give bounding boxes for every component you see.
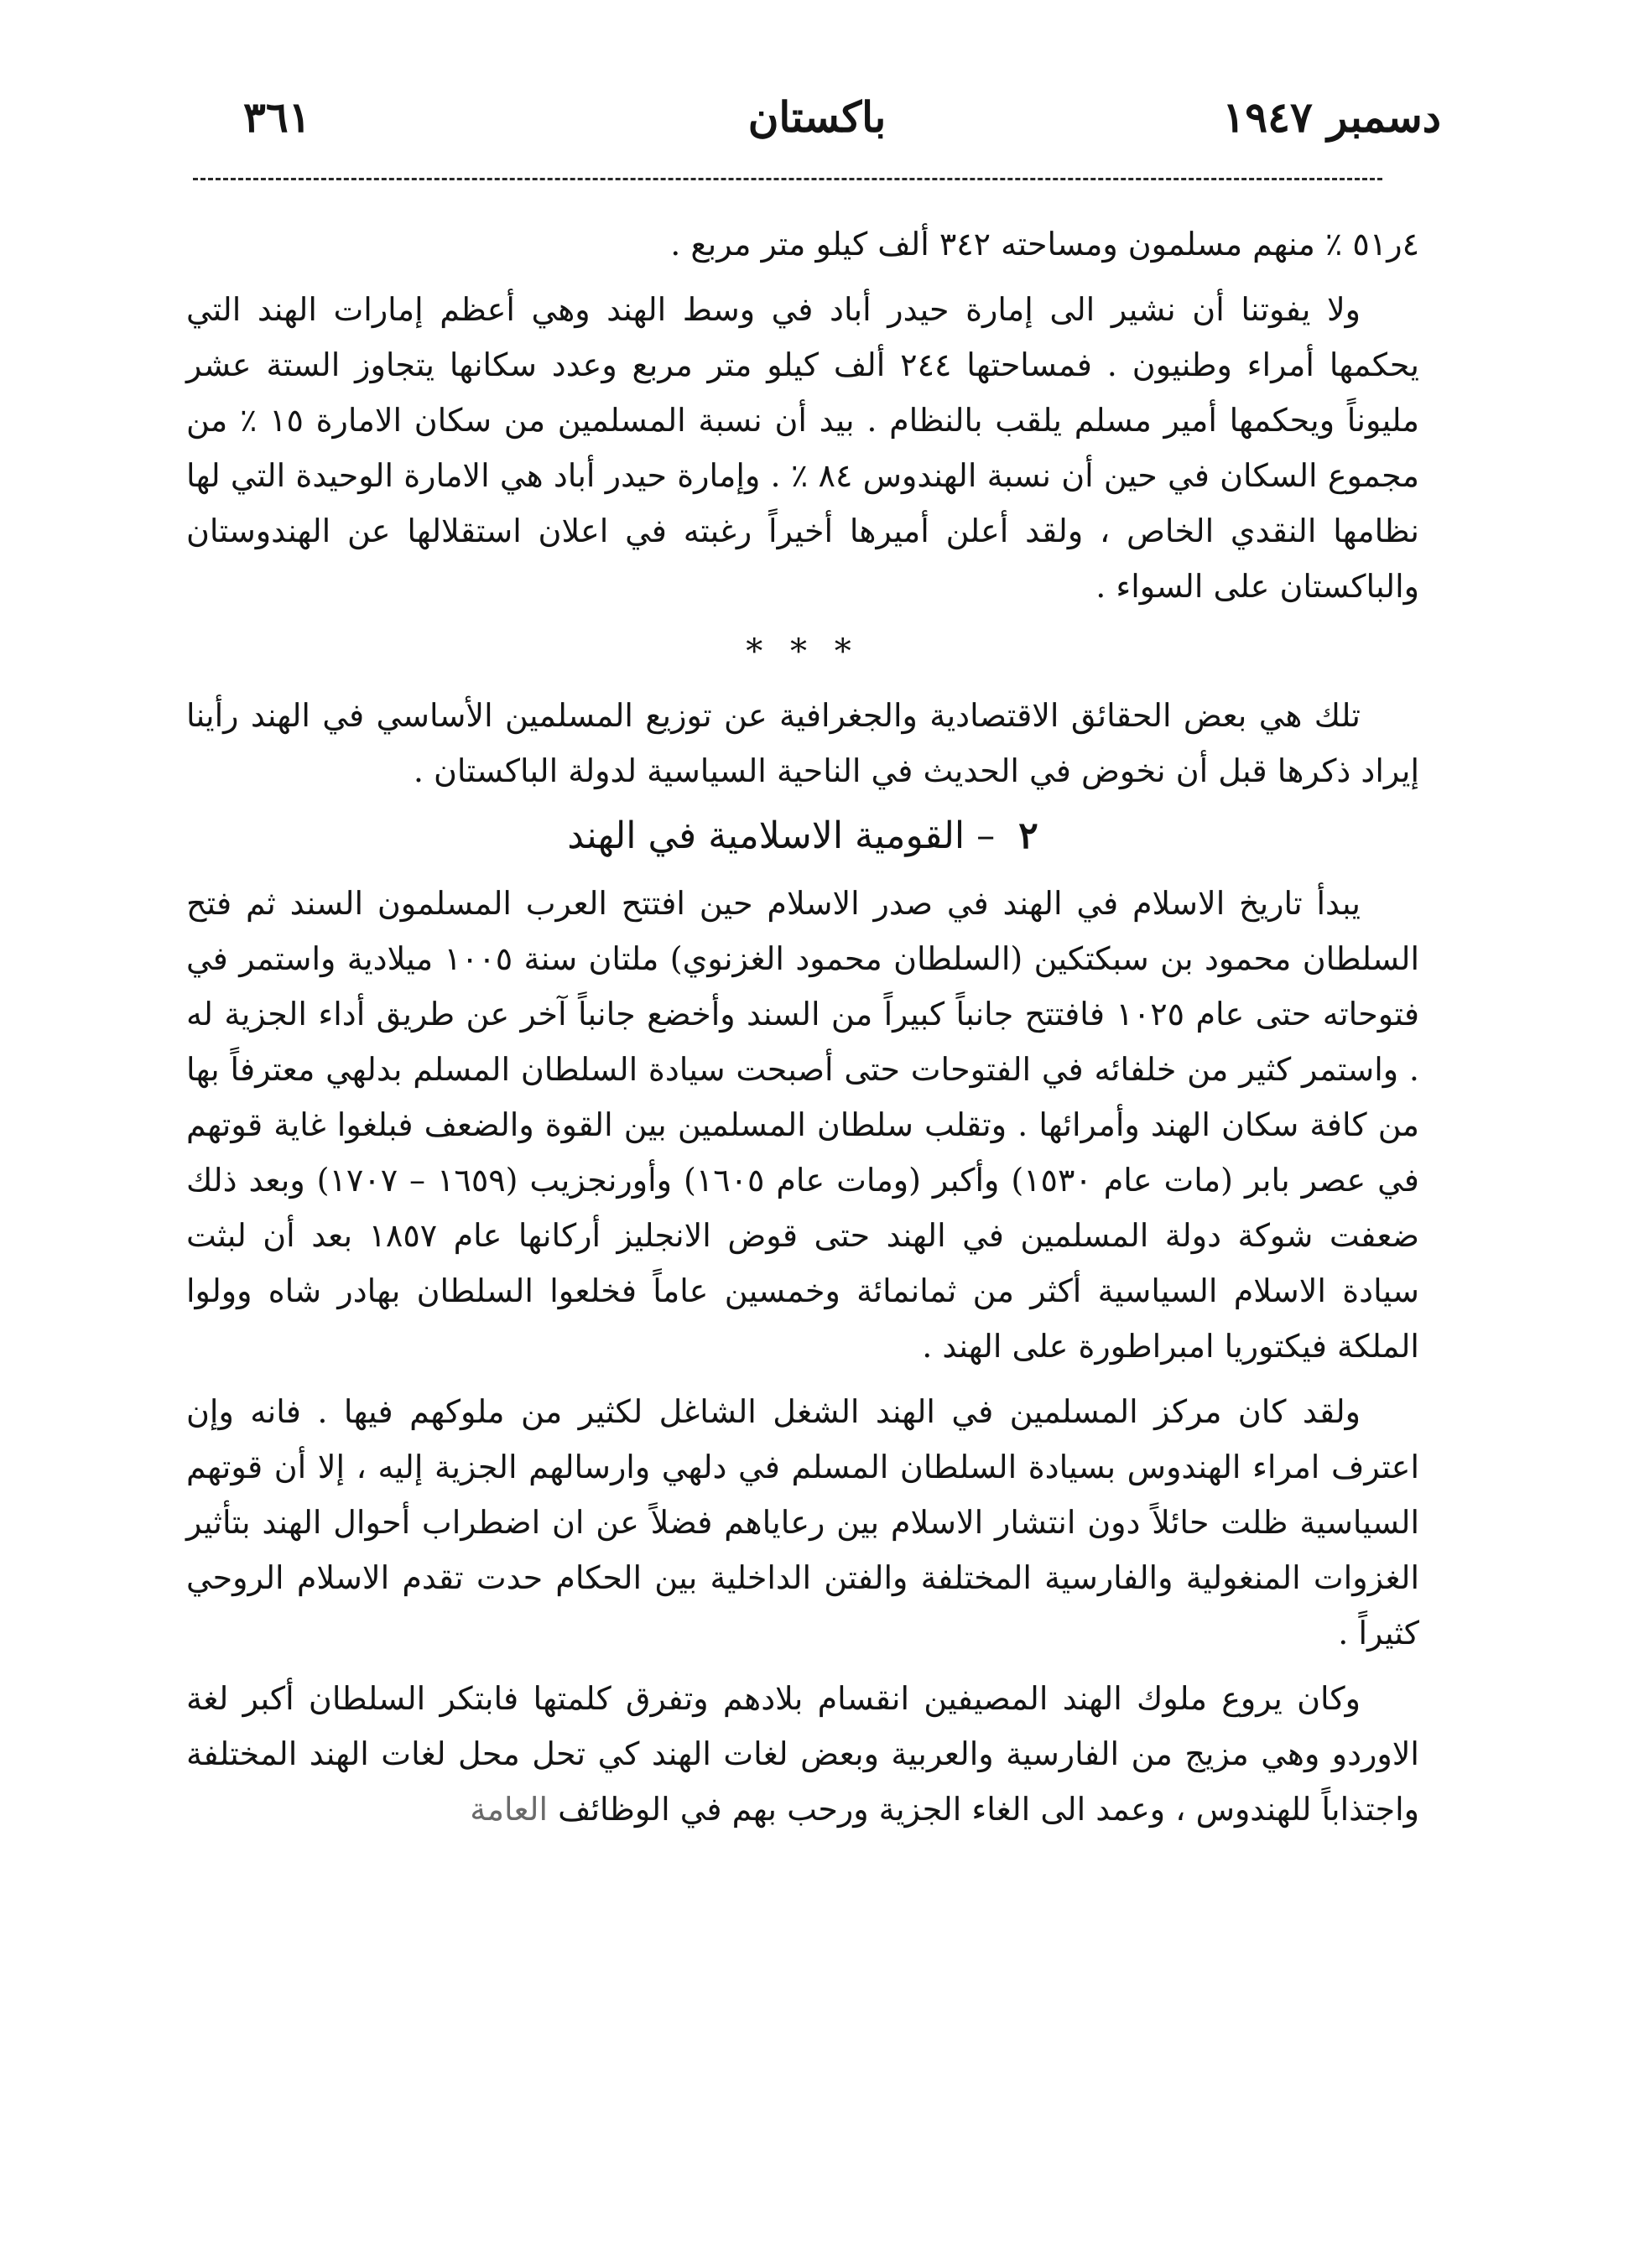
section-number: ٢ (1018, 814, 1038, 857)
paragraph-3: تلك هي بعض الحقائق الاقتصادية والجغرافية عن توزيع المسلمين الأساسي في الهند رأينا إيراد ذكرها قبل أن نخوض في الحديث في الناحية السياسية لدولة الباكستان . (186, 697, 1419, 789)
ornament-separator: * * * (746, 632, 860, 671)
page-number: ٣٦١ (243, 92, 311, 142)
header-date: دسمبر ١٩٤٧ (1222, 92, 1441, 142)
header-title: باكستان (747, 92, 887, 142)
paragraph-4: يبدأ تاريخ الاسلام في الهند في صدر الاسلام حين افتتح العرب المسلمون السند ثم فتح السلطان محمود بن سبكتكين (السلطان محمود الغزنوي) ملتان سنة ١٠٠٥ ميلادية واستمر في فتوحاته حتى عام ١٠٢٥ فافتتح جانباً كبيراً من السند وأخضع جانباً آخر عن طريق أداء الجزية له . واستمر كثير من خلفائه في الفتوحات حتى أصبحت سيادة السلطان المسلم بدلهي معترفاً بها من كافة سكان الهند وأمرائها . وتقلب سلطان المسلمين بين القوة والضعف فبلغوا غاية قوتهم في عصر بابر (مات عام ١٥٣٠) وأكبر (ومات عام ١٦٠٥) وأورنجزيب (١٦٥٩ – ١٧٠٧) وبعد ذلك ضعفت شوكة دولة المسلمين في الهند حتى قوض الانجليز أركانها عام ١٨٥٧ بعد أن لبثت سيادة الاسلام السياسية أكثر من ثمانمائة وخمسين عاماً فخلعوا السلطان بهادر شاه وولوا الملكة فيكتوريا امبراطورة على الهند . (186, 885, 1420, 1365)
running-header (193, 92, 1441, 159)
section-dash: – (976, 814, 996, 857)
section-heading (186, 809, 1419, 864)
paragraph-6 (186, 1671, 1419, 1837)
paragraph-6-faded-text: العامة (470, 1791, 549, 1828)
header-rule (193, 178, 1382, 180)
paragraph-1: ٤ر٥١ ٪ منهم مسلمون ومساحته ٣٤٢ ألف كيلو متر مربع . (670, 226, 1419, 263)
paragraph-5: ولقد كان مركز المسلمين في الهند الشغل الشاغل لكثير من ملوكهم فيها . فانه وإن اعترف امراء الهندوس بسيادة السلطان المسلم في دلهي وارسالهم الجزية إليه ، إلا أن قوتهم السياسية ظلت حائلاً دون انتشار الاسلام بين رعاياهم فضلاً عن ان اضطراب أحوال الهند بتأثير الغزوات المنغولية والفارسية المختلفة والفتن الداخلية بين الحكام حدت تقدم الاسلام الروحي كثيراً . (186, 1393, 1419, 1652)
paragraph-6-text: وكان يروع ملوك الهند المصيفين انقسام بلادهم وتفرق كلمتها فابتكر السلطان أكبر لغة الاوردو وهي مزيج من الفارسية والعربية وبعض لغات الهند كي تحل محل لغات الهند المختلفة واجتذاباً للهندوس ، وعمد الى الغاء الجزية ورحب بهم في الوظائف (186, 1680, 1419, 1828)
paragraph-2: ولا يفوتنا أن نشير الى إمارة حيدر أباد في وسط الهند وهي أعظم إمارات الهند التي يحكمها أمراء وطنيون . فمساحتها ٢٤٤ ألف كيلو متر مربع وعدد سكانها يتجاوز الستة عشر مليوناً ويحكمها أمير مسلم يلقب بالنظام . بيد أن نسبة المسلمين من سكان الامارة ١٥ ٪ من مجموع السكان في حين أن نسبة الهندوس ٨٤ ٪ . وإمارة حيدر أباد هي الامارة الوحيدة التي لها نظامها النقدي الخاص ، ولقد أعلن أميرها أخيراً رغبته في اعلان استقلالها عن الهندوستان والباكستان على السواء . (186, 291, 1419, 605)
section-title: القومية الاسلامية في الهند (567, 814, 965, 857)
text-body (186, 216, 1419, 1847)
